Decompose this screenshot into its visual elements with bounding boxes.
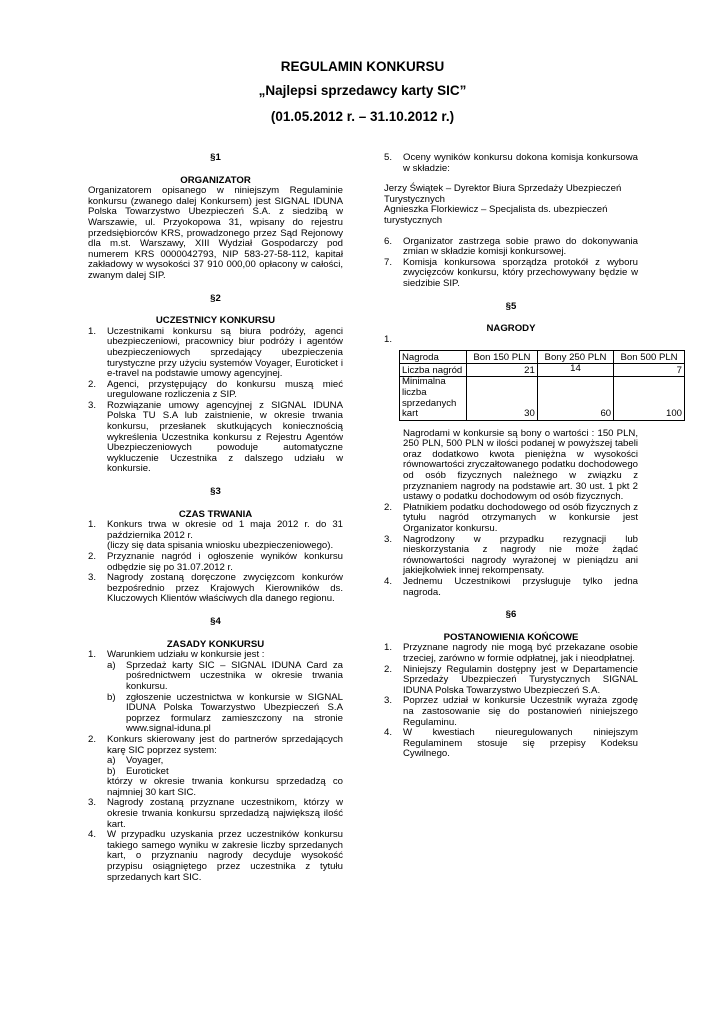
contest-dates: (01.05.2012 r. – 31.10.2012 r.) <box>270 109 455 124</box>
organizer-text: Organizatorem opisanego w niniejszym Regulaminie konkursu (zwanego dalej Konkursem) jest SIGNAL IDUNA Polska Towarzystwo Ubezpieczeń S.A. z siedzibą w Warszawie, ul. Przyokopowa 31, wpisany do rejestru przedsiębiorców KRS, prowadzonego przez Sąd Rejonowy dla m.st. Warszawy, XIII Wydział Gospodarczy pod numerem KRS 0000042793, NIP 583-27-58-112, kapitał zakładowy w wysokości 37 910 000,00 opłacony w całości, zwanym dalej SIP. <box>88 185 343 281</box>
list-item: 7. Komisja konkursowa sporządza protokół z wyboru zwycięzców konkursu, który przechowywany będzie w siedzibie SIP. <box>384 256 638 289</box>
list-item-tail: którzy w okresie trwania konkursu sprzedadzą co najmniej 30 kart SIC. <box>107 776 343 798</box>
table-cell: 100 <box>614 377 685 420</box>
committee-member: Jerzy Świątek – Dyrektor Biura Sprzedaży Ubezpieczeń Turystycznych <box>384 183 622 205</box>
list-item: 3. Nagrody zostaną doręczone zwycięzcom konkurów bezpośrednio przez Krajowych Kierowników ds. Kluczowych Klientów właściwych dla danego regionu. <box>88 572 343 605</box>
table-cell: Bony 250 PLN <box>537 351 613 364</box>
contest-name: „Najlepsi sprzedawcy karty SIC” <box>258 83 467 98</box>
table-cell: Bon 500 PLN <box>614 351 685 364</box>
list-item: 2. Niniejszy Regulamin dostępny jest w Departamencie Sprzedaży Ubezpieczeń Turystycznych SIGNAL IDUNA Polska Towarzystwo Ubezpieczeń S.A. <box>384 663 638 696</box>
list-item: 2. Konkurs skierowany jest do partnerów sprzedających karę SIC poprzez system: a) Voyager, b) Euroticket którzy w okresie trwania konkursu sprzedadzą co najmniej 30 kart SIC. <box>88 733 343 798</box>
section-5-number: §5 <box>505 300 517 312</box>
list-item: 5. Oceny wyników konkursu dokona komisja konkursowa w składzie: <box>384 152 638 174</box>
table-cell: Bon 150 PLN <box>467 351 538 364</box>
list-item: 3. Nagrodzony w przypadku rezygnacji lub nieskorzystania z nagrody nie może żądać równowartości nagrody wyrażonej w pieniądzu ani jakiejkolwiek innej rekompensaty. <box>384 533 638 577</box>
section-2-heading: UCZESTNICY KONKURSU <box>155 315 276 327</box>
list-item: 3. Poprzez udział w konkursie Uczestnik wyraża zgodę na zastosowanie się do postanowień niniejszego Regulaminu. <box>384 695 638 728</box>
list-item: 2. Agenci, przystępujący do konkursu muszą mieć uregulowane rozliczenia z SIP. <box>88 378 343 401</box>
section-6-number: §6 <box>505 609 517 621</box>
list-item: 1. Warunkiem udziału w konkursie jest : a) Sprzedaż karty SIC – SIGNAL IDUNA Card za pośrednictwem uczestnika w okresie trwania konkursu. b) zgłoszenie uczestnictwa w konkursie w SIGNAL IDUNA Polska Towarzystwo Ubezpieczeń S.A poprzez formularz zamieszczony na stronie www.signal-iduna.pl <box>88 649 343 735</box>
table-row <box>400 351 685 364</box>
committee-member: Agnieszka Florkiewicz – Specjalista ds. ubezpieczeń turystycznych <box>384 204 608 226</box>
list-item: 4. W kwestiach nieuregulowanych niniejszym Regulaminem stosuje się przepisy Kodeksu Cywilnego. <box>384 727 638 760</box>
section-5-heading: NAGRODY <box>486 323 536 335</box>
list-item: 2. Płatnikiem podatku dochodowego od osób fizycznych z tytułu nagród otrzymanych w konkursie jest Organizator konkursu. <box>384 501 638 535</box>
table-cell: 21 <box>467 364 538 377</box>
table-row <box>400 364 685 377</box>
list-item: 3. Nagrody zostaną przyznane uczestnikom, którzy w okresie trwania konkursu sprzedadzą największą ilość kart. <box>88 797 343 830</box>
section-1-number: §1 <box>210 152 221 163</box>
table-cell: Nagroda <box>400 351 467 364</box>
document-title: REGULAMIN KONKURSU <box>280 59 445 74</box>
left-column <box>88 153 343 883</box>
prize-table <box>399 350 685 420</box>
sub-item: b) zgłoszenie uczestnictwa w konkursie w SIGNAL IDUNA Polska Towarzystwo Ubezpieczeń S.A poprzez formularz zamieszczony na stronie www.signal-iduna.pl <box>107 691 343 735</box>
section-2-number: §2 <box>210 292 221 304</box>
prize-description: Nagrodami w konkursie są bony o wartości : 150 PLN, 250 PLN, 500 PLN w ilości podanej w powyższej tabeli oraz dodatkowo kwota pieniężna w wysokości równowartości zryczałtowanego podatku dochodowego od osób fizycznych należnego w związku z przyznaniem nagrody na podstawie art. 30 ust. 1 pkt 2 ustawy o podatku dochodowym od osób fizycznych. <box>403 427 638 503</box>
table-cell: Minimalna liczba sprzedanych kart <box>400 377 467 420</box>
list-number: 1. <box>384 333 393 345</box>
table-cell: 60 <box>537 377 613 420</box>
table-row <box>400 377 685 420</box>
list-item: 1. Uczestnikami konkursu są biura podróży, agenci ubezpieczeniowi, pracownicy biur podróży i agentów ubezpieczeniowych sprzedający ubezpieczenia turystyczne przy użyciu systemów Voyager, Euroticket i e-travel na podstawie umowy agencyjnej. <box>88 325 343 380</box>
list-item: 6. Organizator zastrzega sobie prawo do dokonywania zmian w składzie komisji konkursowej. <box>384 235 638 258</box>
section-3-heading: CZAS TRWANIA <box>178 508 253 520</box>
list-item: 3. Rozwiązanie umowy agencyjnej z SIGNAL IDUNA Polska TU S.A lub zaistnienie, w okresie trwania konkursu, przesłanek skutkujących koniecznością wykreślenia Uczestnika konkursu z Rejestru Agentów Ubezpieczeniowych powoduje automatyczne wykluczenie Uczestnika z dalszego udziału w konkursie. <box>88 399 343 475</box>
section-6-heading: POSTANOWIENIA KOŃCOWE <box>443 631 579 643</box>
section-3-number: §3 <box>210 486 221 498</box>
list-item: 2. Przyznanie nagród i ogłoszenie wyników konkursu odbędzie się po 31.07.2012 r. <box>88 551 343 573</box>
section-4-heading: ZASADY KONKURSU <box>166 638 265 650</box>
sub-item: b) Euroticket <box>107 765 169 777</box>
sub-item: a) Sprzedaż karty SIC – SIGNAL IDUNA Card za pośrednictwem uczestnika w okresie trwania konkursu. <box>107 659 343 692</box>
table-cell: 30 <box>467 377 538 420</box>
table-cell: 14 <box>537 364 613 377</box>
list-item: 4. Jednemu Uczestnikowi przysługuje tylko jedna nagroda. <box>384 576 638 598</box>
table-cell: 7 <box>614 364 685 377</box>
right-column <box>384 152 682 760</box>
list-item: 1. Konkurs trwa w okresie od 1 maja 2012 r. do 31 października 2012 r. (liczy się data spisania wniosku ubezpieczeniowego). <box>88 519 343 552</box>
section-4-number: §4 <box>210 615 221 627</box>
section-1-heading: ORGANIZATOR <box>180 174 251 186</box>
list-item: 1. Przyznane nagrody nie mogą być przekazane osobie trzeciej, zarówno w formie odpłatnej, jak i nieodpłatnej. <box>384 642 638 664</box>
table-cell: Liczba nagród <box>400 364 467 377</box>
list-item: 4. W przypadku uzyskania przez uczestników konkursu takiego samego wyniku w zakresie liczby sprzedanych kart, o przyznaniu nagrody decyduje wysokość przypisu osiągniętego przez uczestnika z tytułu sprzedanych kart SIC. <box>88 829 343 883</box>
sub-item: a) Voyager, <box>107 755 164 767</box>
